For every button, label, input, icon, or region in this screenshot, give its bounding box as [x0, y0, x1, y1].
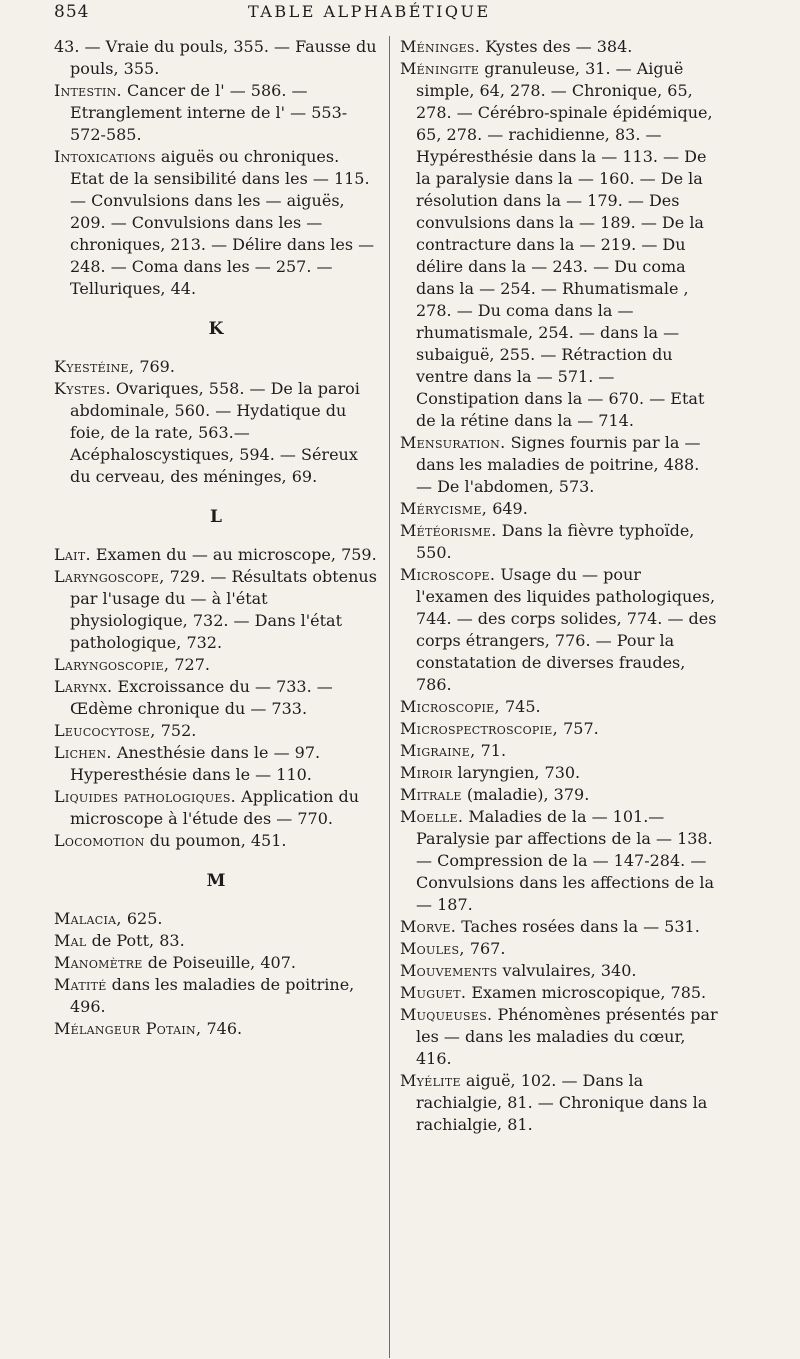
entry-term: Muqueuses.: [400, 1005, 493, 1024]
entry-text: Usage du — pour l'examen des liquides pathologiques, 744. — des corps solides, 774. — des corps étrangers, 776. — Pour la constatation de diverses fraudes, 786.: [416, 565, 717, 694]
index-entry: [54, 36, 378, 80]
running-title: TABLE ALPHABÉTIQUE: [248, 2, 491, 21]
entry-text: Ovariques, 558. — De la paroi abdominale, 560. — Hydatique du foie, de la rate, 563.— Acéphaloscystiques, 594. — Séreux du cerveau, des méninges, 69.: [70, 379, 360, 486]
section-letter-l: L: [210, 507, 222, 527]
entry-text: Examen du — au microscope, 759.: [90, 545, 377, 564]
index-entry: [54, 356, 378, 378]
entry-term: Leucocytose,: [54, 721, 156, 740]
index-entry: [54, 566, 378, 654]
entry-term: Intoxications: [54, 147, 156, 166]
entry-text: (maladie), 379.: [461, 785, 590, 804]
entry-text: 752.: [155, 721, 197, 740]
page-number: 854: [54, 2, 90, 22]
entry-term: Morve.: [400, 917, 457, 936]
index-entry: [400, 1004, 718, 1070]
entry-text: 757.: [558, 719, 599, 738]
index-entry: [54, 952, 378, 974]
entry-term: Méninges.: [400, 37, 481, 56]
entry-term: Microspectroscopie,: [400, 719, 558, 738]
index-entry: [400, 938, 718, 960]
entry-term: Muguet.: [400, 983, 467, 1002]
entry-text: Phénomènes présentés par les — dans les maladies du cœur, 416.: [416, 1005, 718, 1068]
entry-term: Mitrale: [400, 785, 462, 804]
entry-term: Manomètre: [54, 953, 143, 972]
entry-term: Myélite: [400, 1071, 461, 1090]
entry-term: Larynx.: [54, 677, 113, 696]
entry-text: valvulaires, 340.: [497, 961, 637, 980]
entry-text: laryngien, 730.: [452, 763, 581, 782]
index-entry: [400, 432, 718, 498]
index-entry: [400, 916, 718, 938]
index-entry: [400, 784, 718, 806]
index-entry: [54, 720, 378, 742]
entry-term: Miroir: [400, 763, 453, 782]
index-entry: [400, 982, 718, 1004]
entry-term: Locomotion: [54, 831, 145, 850]
entry-block-right: [400, 36, 718, 1136]
entry-text: Application du microscope à l'étude des — 770.: [70, 787, 360, 828]
entry-term: Lichen.: [54, 743, 112, 762]
entry-term: Mouvements: [400, 961, 498, 980]
index-entry: [400, 696, 718, 718]
index-entry: [400, 36, 718, 58]
index-entry: [400, 718, 718, 740]
entry-term: Mélangeur Potain,: [54, 1019, 202, 1038]
index-entry: [54, 676, 378, 720]
index-entry: [400, 1070, 718, 1136]
right-column: [400, 36, 718, 1136]
entry-text: 649.: [487, 499, 528, 518]
entry-term: Microscope.: [400, 565, 496, 584]
entry-term: Malacia,: [54, 909, 122, 928]
index-entry: [400, 564, 718, 696]
entry-term: Moelle.: [400, 807, 464, 826]
entry-text: Kystes des — 384.: [480, 37, 633, 56]
entry-text: Signes fournis par la — dans les maladies de poitrine, 488. — De l'abdomen, 573.: [416, 433, 701, 496]
entry-text: 769.: [134, 357, 175, 376]
index-entry: [54, 786, 378, 830]
entry-text: aiguës ou chroniques. Etat de la sensibilité dans les — 115. — Convulsions dans les — aiguës, 209. — Convulsions dans les — chroniques, 213. — Délire dans les — 248. — Coma dans les — 257. — Telluriques, 44.: [70, 147, 375, 298]
entry-term: Méningite: [400, 59, 480, 78]
entry-term: Laryngoscope,: [54, 567, 165, 586]
entry-text: Excroissance du — 733. — Œdème chronique du — 733.: [70, 677, 333, 718]
entry-term: Mensuration.: [400, 433, 506, 452]
index-entry: [54, 974, 378, 1018]
entry-text: 729. — Résultats obtenus par l'usage du — à l'état physiologique, 732. — Dans l'état pathologique, 732.: [70, 567, 377, 652]
entry-term: Kystes.: [54, 379, 111, 398]
index-entry: [54, 1018, 378, 1040]
left-column: [54, 36, 378, 1040]
index-entry: [54, 378, 378, 488]
entry-text: 625.: [121, 909, 163, 928]
entry-text: dans les maladies de poitrine, 496.: [70, 975, 355, 1016]
index-entry: [400, 498, 718, 520]
entry-text: Taches rosées dans la — 531.: [456, 917, 700, 936]
entry-term: Mérycisme,: [400, 499, 488, 518]
entry-term: Matité: [54, 975, 107, 994]
entry-text: 746.: [201, 1019, 243, 1038]
entry-term: Météorisme.: [400, 521, 497, 540]
entry-text: Examen microscopique, 785.: [466, 983, 707, 1002]
entry-term: Mal: [54, 931, 87, 950]
entry-text: granuleuse, 31. — Aiguë simple, 64, 278. — Chronique, 65, 278. — Cérébro-spinale épidémique, 65, 278. — rachidienne, 83. — Hypéresthésie dans la — 113. — De la paralysie dans la — 160. — De la résolution dans la — 179. — Des convulsions dans la — 189. — De la contracture dans la — 219. — Du délire dans la — 243. — Du coma dans la — 254. — Rhumatismale , 278. — Du coma dans la — rhumatismale, 254. — dans la — subaiguë, 255. — Rétraction du ventre dans la — 571. — Constipation dans la — 670. — Etat de la rétine dans la — 714.: [416, 59, 713, 430]
index-entry: [400, 520, 718, 564]
entry-text: 71.: [475, 741, 507, 760]
index-entry: [400, 762, 718, 784]
section-letter-m: M: [206, 871, 226, 891]
entry-term: Kyestéine,: [54, 357, 135, 376]
index-entry: [54, 654, 378, 676]
entry-text: 727.: [169, 655, 210, 674]
index-entry: [400, 960, 718, 982]
index-entry: [54, 146, 378, 300]
entry-text: 767.: [464, 939, 506, 958]
entry-term: Liquides pathologiques.: [54, 787, 237, 806]
index-entry: [400, 806, 718, 916]
entry-block-m: [54, 908, 378, 1040]
entry-text: Anesthésie dans le — 97. Hyperesthésie dans le — 110.: [70, 743, 321, 784]
column-divider: [389, 36, 390, 1358]
entry-term: Microscopie,: [400, 697, 500, 716]
entry-text: de Poiseuille, 407.: [142, 953, 296, 972]
entry-text: 43. — Vraie du pouls, 355. — Fausse du pouls, 355.: [54, 37, 377, 78]
page-header: [0, 2, 800, 26]
index-entry: [54, 742, 378, 786]
entry-text: du poumon, 451.: [144, 831, 287, 850]
entry-term: Migraine,: [400, 741, 476, 760]
entry-term: Lait.: [54, 545, 91, 564]
index-entry: [54, 908, 378, 930]
entry-text: Dans la fièvre typhoïde, 550.: [416, 521, 695, 562]
entry-term: Laryngoscopie,: [54, 655, 170, 674]
index-entry: [54, 830, 378, 852]
entry-text: Cancer de l' — 586. — Etranglement interne de l' — 553-572-585.: [70, 81, 348, 144]
entry-block-i: [54, 36, 378, 300]
entry-term: Intestin.: [54, 81, 122, 100]
index-entry: [54, 930, 378, 952]
entry-text: de Pott, 83.: [86, 931, 185, 950]
index-entry: [54, 80, 378, 146]
entry-block-k: [54, 356, 378, 488]
section-letter-k: K: [208, 319, 224, 339]
entry-text: aiguë, 102. — Dans la rachialgie, 81. — Chronique dans la rachialgie, 81.: [416, 1071, 708, 1134]
entry-term: Moules,: [400, 939, 465, 958]
entry-text: Maladies de la — 101.— Paralysie par affections de la — 138. — Compression de la — 147-284. — Convulsions dans les affections de la — 187.: [416, 807, 715, 914]
index-entry: [400, 58, 718, 432]
index-entry: [400, 740, 718, 762]
entry-block-l: [54, 544, 378, 852]
entry-text: 745.: [499, 697, 541, 716]
index-entry: [54, 544, 378, 566]
